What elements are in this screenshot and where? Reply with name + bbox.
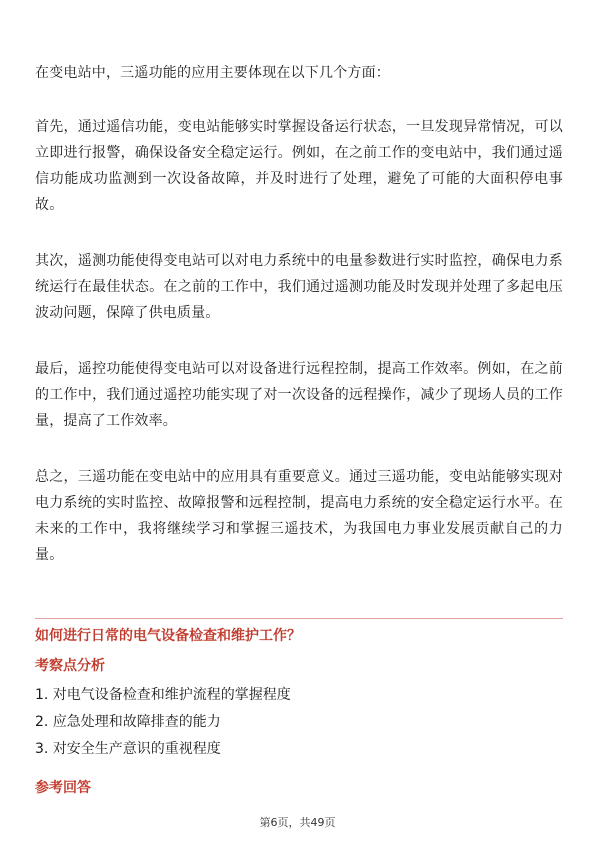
answer-body	[35, 60, 563, 578]
question-title: 如何进行日常的电气设备检查和维护工作？	[35, 628, 301, 644]
paragraph-remote-control: 最后，遥控功能使得变电站可以对设备进行远程控制，提高工作效率。例如，在之前的工作中，我们通过遥控功能实现了对一次设备的远程操作，减少了现场人员的工作量，提高了工作效率。	[35, 361, 563, 429]
intro-paragraph: 在变电站中，三遥功能的应用主要体现在以下几个方面：	[35, 65, 390, 81]
paragraph-conclusion: 总之，三遥功能在变电站中的应用具有重要意义。通过三遥功能，变电站能够实现对电力系统的实时监控、故障报警和远程控制，提高电力系统的安全稳定运行水平。在未来的工作中，我将继续学习和掌握三遥技术，为我国电力事业发展贡献自己的力量。	[35, 469, 563, 563]
analysis-points-list	[35, 682, 291, 763]
analysis-heading: 考察点分析	[35, 658, 105, 674]
page-number: 第6页，共49页	[259, 816, 336, 829]
paragraph-remote-metering: 其次，遥测功能使得变电站可以对电力系统中的电量参数进行实时监控，确保电力系统运行在最佳状态。在之前的工作中，我们通过遥测功能及时发现并处理了多起电压波动问题，保障了供电质量。	[35, 253, 563, 321]
paragraph-remote-signaling: 首先，通过遥信功能，变电站能够实时掌握设备运行状态，一旦发现异常情况，可以立即进行报警，确保设备安全稳定运行。例如，在之前工作的变电站中，我们通过遥信功能成功监测到一次设备故障，并及时进行了处理，避免了可能的大面积停电事故。	[35, 119, 563, 213]
reference-answer-heading: 参考回答	[35, 780, 91, 796]
list-item: 3. 对安全生产意识的重视程度	[35, 741, 221, 757]
list-item: 2. 应急处理和故障排查的能力	[35, 714, 221, 730]
list-item: 1. 对电气设备检查和维护流程的掌握程度	[35, 687, 291, 703]
section-divider	[35, 618, 563, 619]
